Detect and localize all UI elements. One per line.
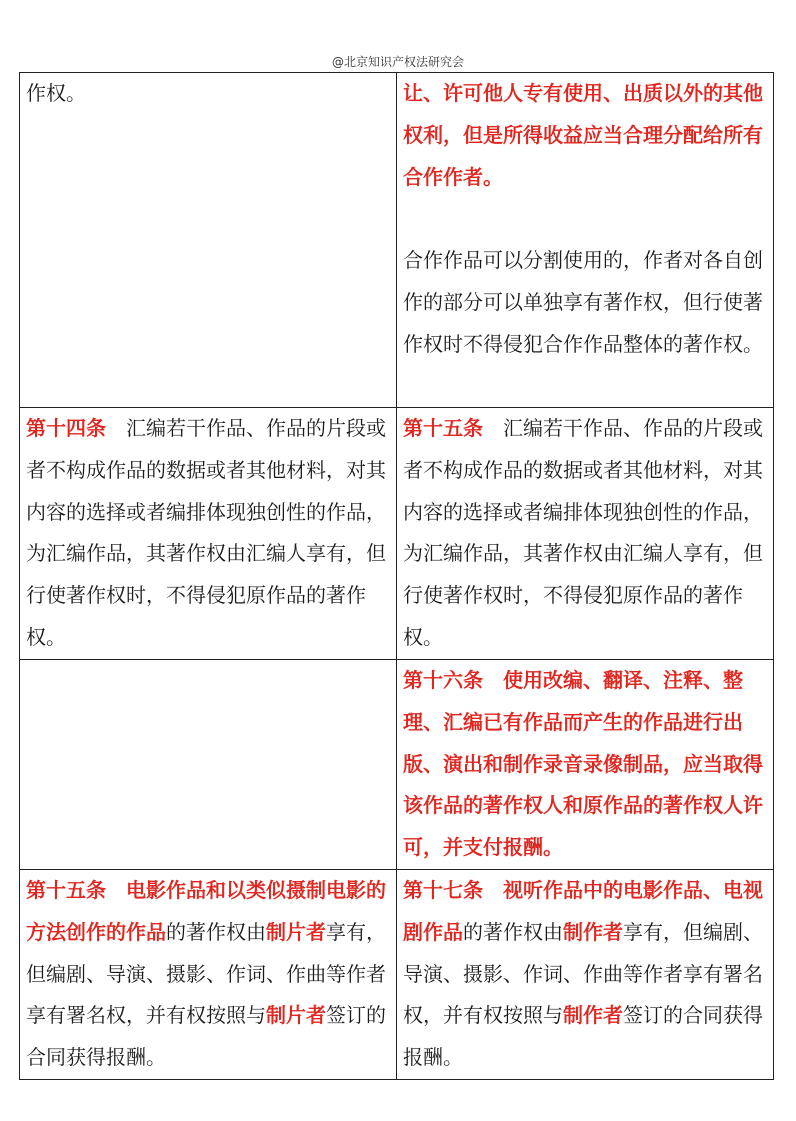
cell-new-article-15: [397, 408, 774, 660]
highlight-text: 制片者: [266, 919, 326, 944]
article-number: 第十六条: [403, 668, 483, 692]
cell-old-empty: [20, 660, 397, 870]
highlight-text: 制作者: [563, 919, 623, 944]
old-text: 作权。: [26, 81, 86, 105]
cell-old-article-14: [20, 408, 397, 660]
new-article-paragraph: [403, 660, 767, 869]
paragraph-gap: [403, 198, 767, 240]
table-row: [20, 660, 774, 870]
article-text: 汇编若干作品、作品的片段或者不构成作品的数据或者其他材料，对其内容的选择或者编排体现独创性的作品，为汇编作品，其著作权由汇编人享有，但行使著作权时，不得侵犯原作品的著作权。: [403, 416, 763, 649]
cell-new-article-17: [397, 869, 774, 1079]
new-article-paragraph: [403, 870, 767, 1079]
article-text: 签订的合同获得报酬。: [403, 1003, 763, 1070]
article-number: 第十五条: [26, 877, 106, 902]
article-text: 享有，但编剧、导演、摄影、作词、作曲等作者享有署名权，并有权按照与: [403, 919, 763, 1028]
new-amended-text: 让、许可他人专有使用、出质以外的其他权利，但是所得收益应当合理分配给所有合作作者。: [403, 81, 763, 189]
highlight-text: 制作者: [563, 1003, 623, 1028]
article-text: 签订的合同获得报酬。: [26, 1003, 386, 1070]
highlight-text: 制片者: [266, 1003, 326, 1028]
article-number: 第十五条: [403, 416, 483, 440]
watermark-text: @北京知识产权法研究会: [331, 55, 464, 69]
new-text: 合作作品可以分割使用的，作者对各自创作的部分可以单独享有著作权，但行使著作权时不得侵犯合作作品整体的著作权。: [403, 248, 763, 356]
table-row: [20, 73, 774, 408]
cell-old-article-15: [20, 869, 397, 1079]
cell-old-continuation: [20, 73, 397, 408]
article-text: 使用改编、翻译、注释、整理、汇编已有作品而产生的作品进行出版、演出和制作录音录像制品，应当取得该作品的著作权人和原作品的著作权人许可，并支付报酬。: [403, 668, 763, 860]
new-article-paragraph: [403, 408, 767, 659]
highlight-text: 视听作品中的电影作品、电视剧作品: [403, 877, 763, 944]
article-number: 第十七条: [403, 877, 483, 902]
article-text: 的著作权由: [166, 919, 266, 944]
table-row: [20, 408, 774, 660]
highlight-text: 电影作品和以类似摄制电影的方法创作的作品: [26, 877, 386, 944]
table-row: [20, 869, 774, 1079]
article-text: 的著作权由: [463, 919, 563, 944]
cell-new-continuation: [397, 73, 774, 408]
comparison-table: [19, 72, 774, 1080]
article-text: 汇编若干作品、作品的片段或者不构成作品的数据或者其他材料，对其内容的选择或者编排体现独创性的作品，为汇编作品，其著作权由汇编人享有，但行使著作权时，不得侵犯原作品的著作权。: [26, 416, 386, 649]
old-article-paragraph: [26, 870, 390, 1079]
article-number: 第十四条: [26, 416, 106, 440]
old-article-paragraph: [26, 408, 390, 659]
cell-new-article-16: [397, 660, 774, 870]
article-text: 享有，但编剧、导演、摄影、作词、作曲等作者享有署名权，并有权按照与: [26, 919, 386, 1028]
